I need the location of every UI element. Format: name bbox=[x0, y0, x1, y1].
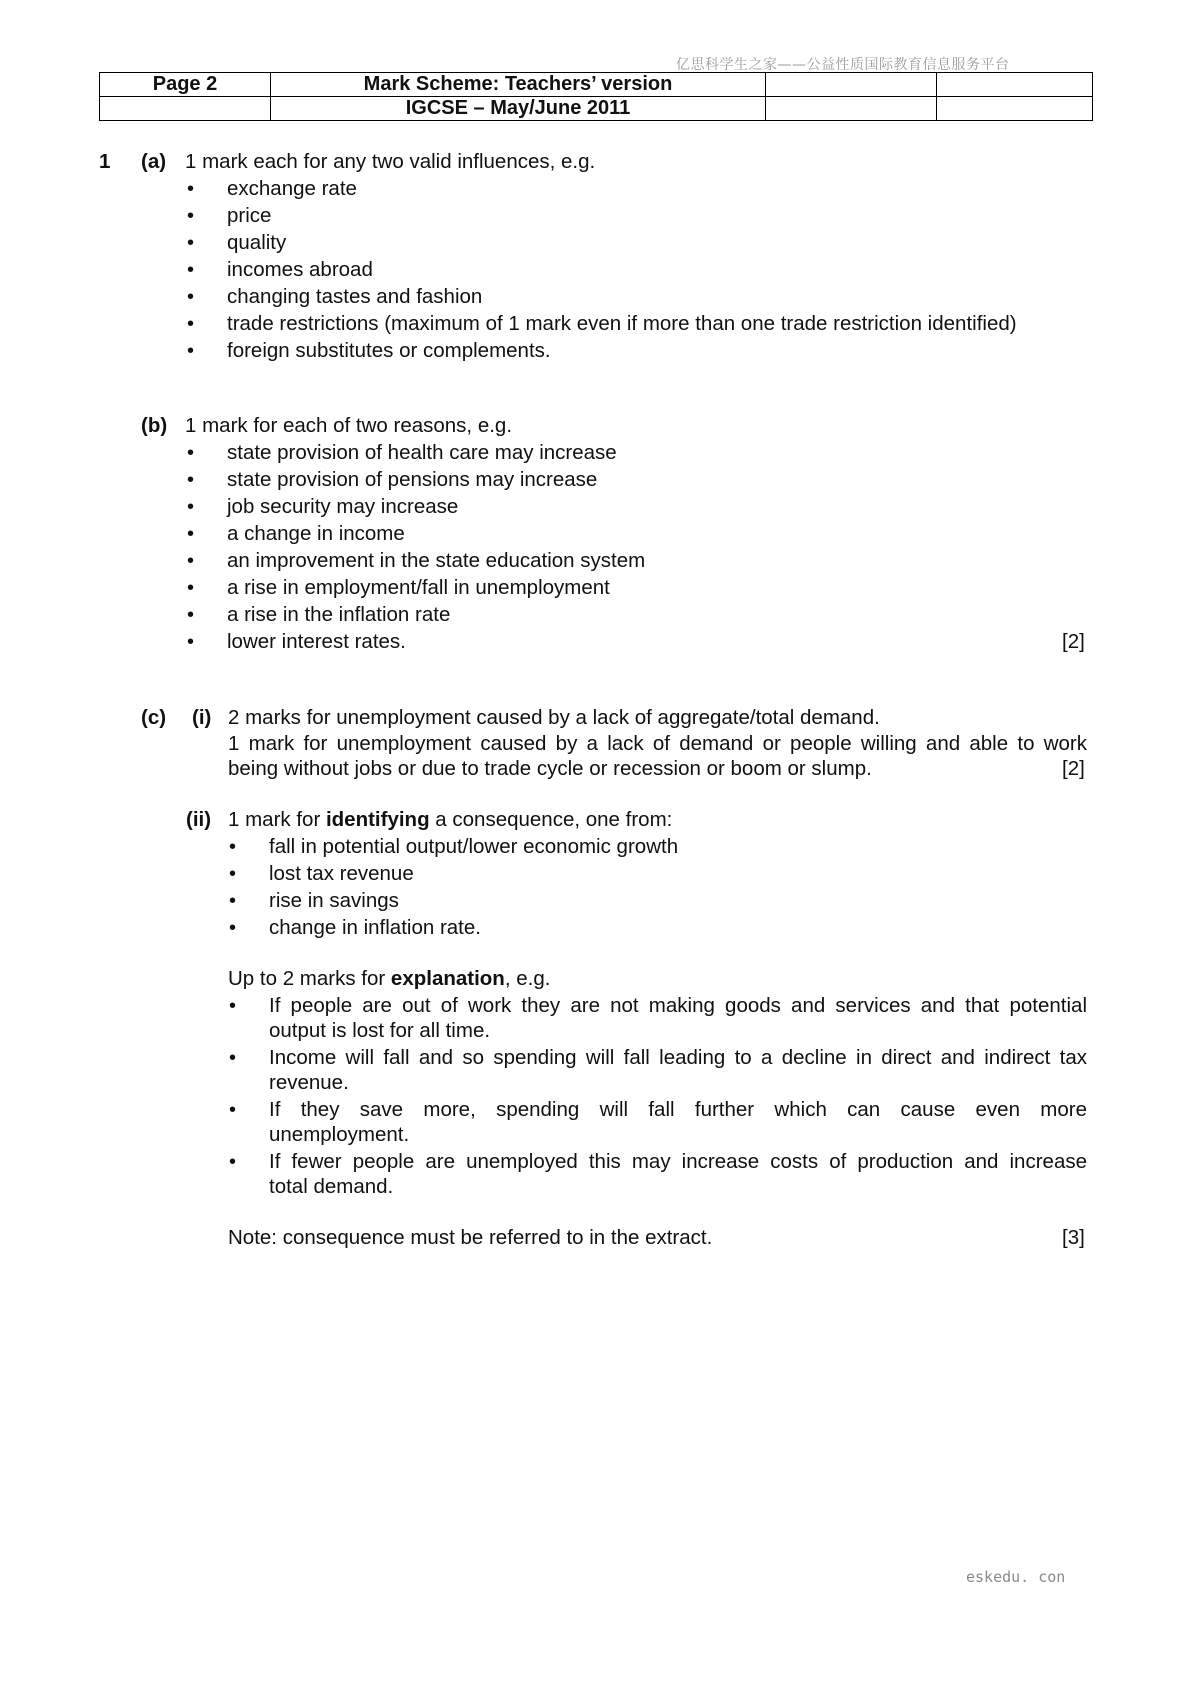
part-b-bullet: a rise in employment/fall in unemployment bbox=[227, 576, 610, 599]
part-a-bullet: foreign substitutes or complements. bbox=[227, 339, 551, 362]
header-empty-cell bbox=[937, 73, 1093, 97]
explanation-line: If they save more, spending will fall further which can cause even more bbox=[269, 1098, 1087, 1121]
explanation-line: Income will fall and so spending will fall leading to a decline in direct and indirect tax bbox=[269, 1046, 1087, 1069]
question-number: 1 bbox=[99, 150, 111, 173]
bullet-icon: • bbox=[187, 496, 195, 518]
part-c-i-marks: [2] bbox=[1062, 757, 1085, 780]
part-a-bullet: exchange rate bbox=[227, 177, 357, 200]
bullet-icon: • bbox=[229, 836, 237, 858]
bullet-icon: • bbox=[187, 577, 195, 599]
bullet-icon: • bbox=[187, 550, 195, 572]
part-c-ii-marks: [3] bbox=[1062, 1226, 1085, 1249]
bullet-icon: • bbox=[187, 340, 195, 362]
part-c-ii-bullet: rise in savings bbox=[269, 889, 399, 912]
bullet-icon: • bbox=[229, 917, 237, 939]
part-c-ii-bullet: lost tax revenue bbox=[269, 862, 414, 885]
part-a-bullet: trade restrictions (maximum of 1 mark even if more than one trade restriction identified) bbox=[227, 312, 1017, 335]
bullet-icon: • bbox=[187, 205, 195, 227]
part-b-bullet: a change in income bbox=[227, 522, 405, 545]
bullet-icon: • bbox=[187, 523, 195, 545]
part-c-ii-expl-text: Up to 2 marks for bbox=[228, 967, 391, 990]
bullet-icon: • bbox=[187, 259, 195, 281]
part-c-ii-expl-bold: explanation bbox=[390, 967, 505, 990]
part-a-intro: 1 mark each for any two valid influences, e.g. bbox=[185, 150, 596, 173]
explanation-line: output is lost for all time. bbox=[269, 1019, 491, 1042]
part-c-i-line: being without jobs or due to trade cycle or recession or boom or slump. bbox=[228, 757, 872, 780]
part-b-label: (b) bbox=[141, 414, 168, 437]
explanation-line: unemployment. bbox=[269, 1123, 410, 1146]
bullet-icon: • bbox=[187, 469, 195, 491]
part-a-bullet: quality bbox=[227, 231, 287, 254]
bullet-icon: • bbox=[229, 995, 237, 1017]
part-b-intro: 1 mark for each of two reasons, e.g. bbox=[185, 414, 513, 437]
bullet-icon: • bbox=[187, 286, 195, 308]
part-a-label: (a) bbox=[141, 150, 167, 173]
explanation-line: total demand. bbox=[269, 1175, 394, 1198]
part-c-ii-intro-text: a consequence, one from: bbox=[429, 808, 673, 831]
header-table bbox=[99, 72, 1093, 121]
bullet-icon: • bbox=[229, 863, 237, 885]
part-c-ii-note: Note: consequence must be referred to in the extract. bbox=[228, 1226, 713, 1249]
part-c-ii-bullet: fall in potential output/lower economic growth bbox=[269, 835, 679, 858]
part-b-marks: [2] bbox=[1062, 630, 1085, 653]
part-c-label: (c) bbox=[141, 706, 167, 729]
page-number: Page 2 bbox=[100, 73, 271, 97]
part-c-i-line: 1 mark for unemployment caused by a lack of demand or people willing and able to work bbox=[228, 732, 1087, 755]
bullet-icon: • bbox=[187, 631, 195, 653]
part-c-ii-label: (ii) bbox=[186, 808, 212, 831]
part-b-bullet: job security may increase bbox=[227, 495, 459, 518]
part-c-i-label: (i) bbox=[192, 706, 212, 729]
part-b-bullet: lower interest rates. bbox=[227, 630, 406, 653]
part-a-bullet: changing tastes and fashion bbox=[227, 285, 483, 308]
bullet-icon: • bbox=[187, 232, 195, 254]
part-b-bullet: a rise in the inflation rate bbox=[227, 603, 451, 626]
document-subtitle: IGCSE – May/June 2011 bbox=[271, 97, 766, 121]
part-a-bullet: price bbox=[227, 204, 272, 227]
explanation-line: If fewer people are unemployed this may increase costs of production and increase bbox=[269, 1150, 1087, 1173]
part-c-ii-explanation-intro bbox=[228, 967, 550, 991]
part-c-ii-intro-bold: identifying bbox=[325, 808, 430, 831]
document-title: Mark Scheme: Teachers’ version bbox=[271, 73, 766, 97]
part-c-ii-intro-text: 1 mark for bbox=[228, 808, 326, 831]
bullet-icon: • bbox=[187, 313, 195, 335]
part-b-bullet: state provision of pensions may increase bbox=[227, 468, 598, 491]
header-empty-cell bbox=[766, 97, 937, 121]
bullet-icon: • bbox=[229, 1151, 237, 1173]
bullet-icon: • bbox=[229, 1099, 237, 1121]
part-c-ii-bullet: change in inflation rate. bbox=[269, 916, 481, 939]
bullet-icon: • bbox=[187, 604, 195, 626]
bullet-icon: • bbox=[229, 1047, 237, 1069]
part-b-bullet: an improvement in the state education system bbox=[227, 549, 646, 572]
header-empty-cell bbox=[766, 73, 937, 97]
explanation-line: revenue. bbox=[269, 1071, 349, 1094]
explanation-line: If people are out of work they are not making goods and services and that potential bbox=[269, 994, 1087, 1017]
part-b-bullet: state provision of health care may increase bbox=[227, 441, 617, 464]
header-empty-cell bbox=[100, 97, 271, 121]
part-c-i-line: 2 marks for unemployment caused by a lack of aggregate/total demand. bbox=[228, 706, 880, 729]
watermark-bottom: eskedu. con bbox=[966, 1568, 1066, 1586]
bullet-icon: • bbox=[187, 178, 195, 200]
part-c-ii-intro bbox=[228, 808, 672, 832]
part-a-bullet: incomes abroad bbox=[227, 258, 373, 281]
bullet-icon: • bbox=[187, 442, 195, 464]
bullet-icon: • bbox=[229, 890, 237, 912]
part-c-ii-expl-text: , e.g. bbox=[504, 967, 551, 990]
watermark-top: 亿思科学生之家——公益性质国际教育信息服务平台 bbox=[676, 57, 1010, 73]
header-empty-cell bbox=[937, 97, 1093, 121]
